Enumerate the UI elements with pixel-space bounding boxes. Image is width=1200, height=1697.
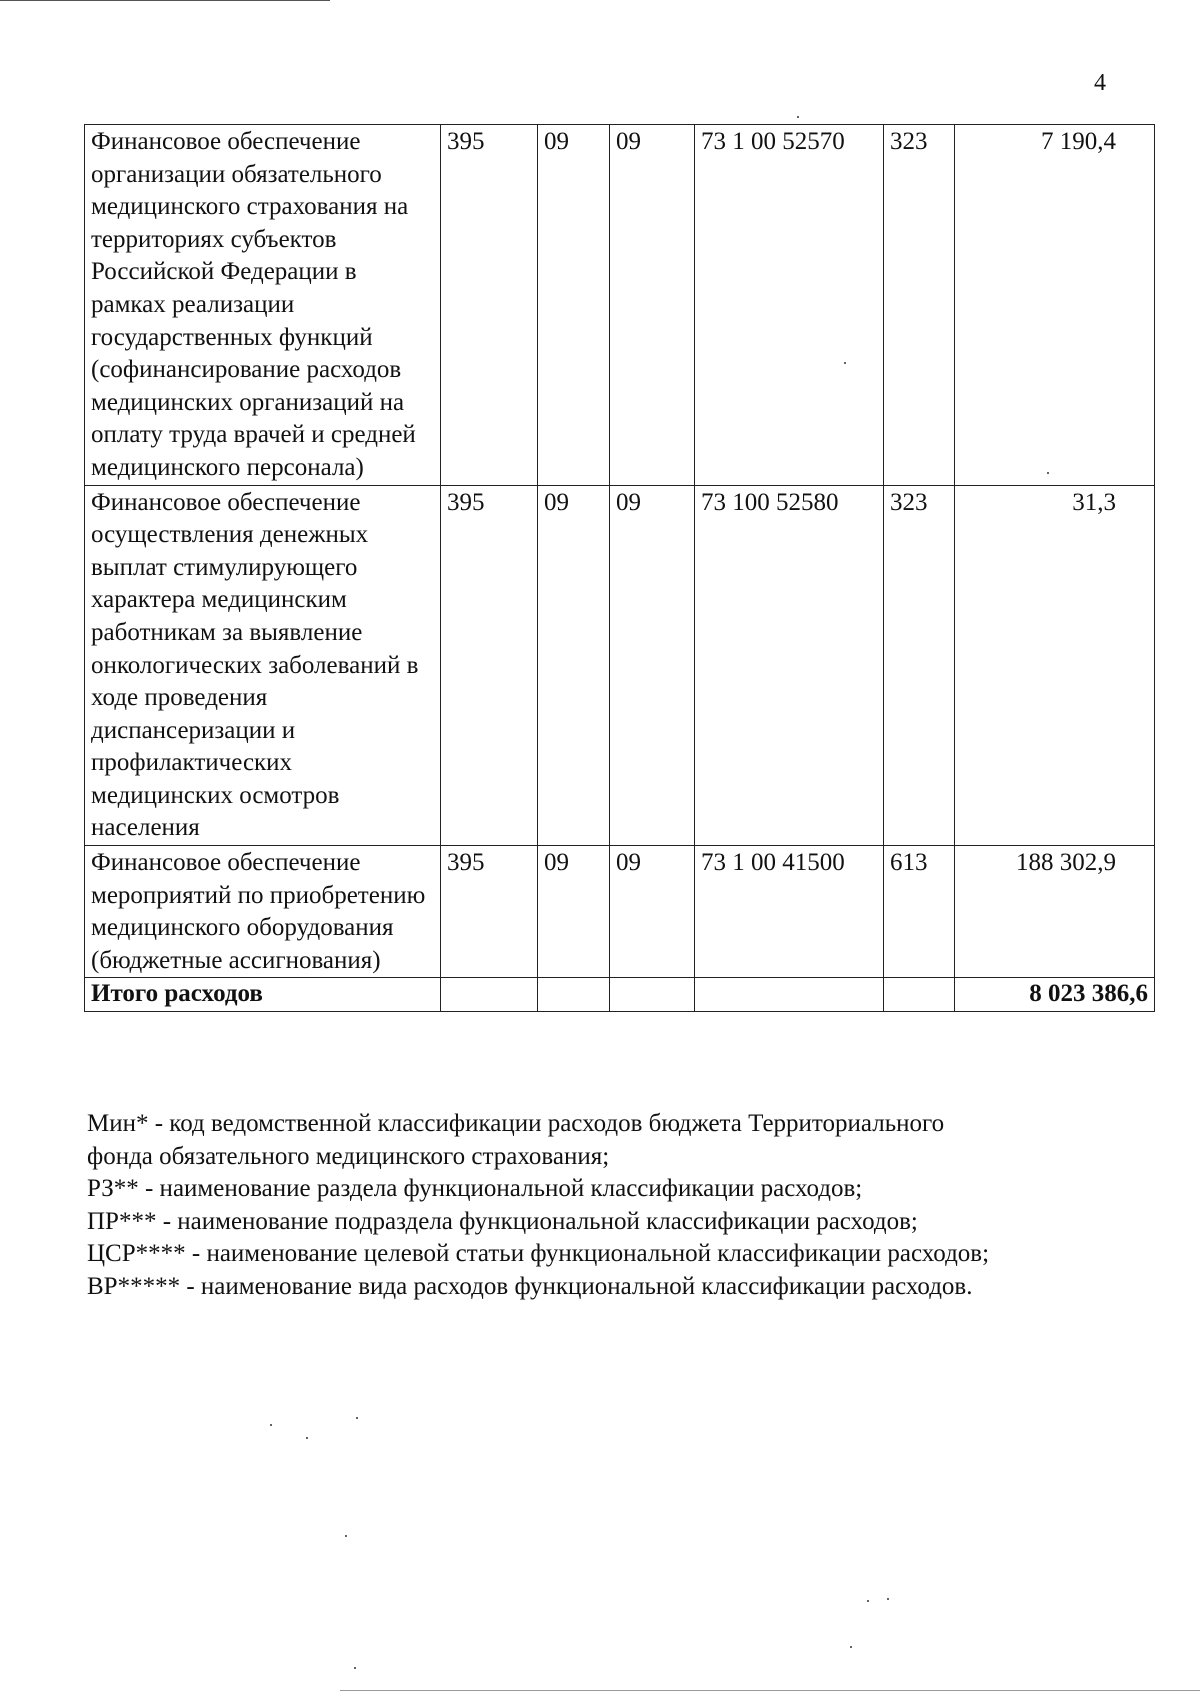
rz-code-cell: 09 — [538, 485, 610, 846]
pr-code-cell: 09 — [610, 125, 695, 486]
vr-code-cell: 613 — [884, 846, 955, 978]
vr-code-cell: 323 — [884, 125, 955, 486]
scan-speck — [797, 116, 799, 118]
total-label: Итого расходов — [85, 978, 441, 1012]
footnote-line: РЗ** - наименование раздела функциональной классификации расходов; — [87, 1175, 863, 1202]
scan-speck — [306, 1437, 308, 1439]
rz-code-cell: 09 — [538, 125, 610, 486]
min-code-cell: 395 — [441, 125, 538, 486]
scan-speck — [356, 1417, 358, 1419]
scan-speck — [1047, 472, 1049, 474]
row-name-cell: Финансовое обеспечение мероприятий по приобретению медицинского оборудования (бюджетные ассигнования) — [85, 846, 441, 978]
amount-cell: 188 302,9 — [955, 846, 1155, 978]
scan-speck — [850, 1646, 852, 1648]
total-row — [85, 978, 1155, 1012]
csr-code-cell: 73 1 00 52570 — [695, 125, 884, 486]
amount-cell: 31,3 — [955, 485, 1155, 846]
csr-code-cell: 73 1 00 41500 — [695, 846, 884, 978]
table-row — [85, 846, 1155, 978]
scan-edge-line — [0, 0, 330, 1]
footnote-line: ЦСР**** - наименование целевой статьи функциональной классификации расходов; — [87, 1240, 990, 1267]
empty-cell — [441, 978, 538, 1012]
vr-code-cell: 323 — [884, 485, 955, 846]
pr-code-cell: 09 — [610, 846, 695, 978]
footnote-line: ПР*** - наименование подраздела функциональной классификации расходов; — [87, 1207, 918, 1235]
row-name-cell: Финансовое обеспечение осуществления денежных выплат стимулирующего характера медицинским работникам за выявление онкологических заболеваний в ходе проведения диспансеризации и профилактических медицинских осмотров населения — [85, 485, 441, 846]
scan-speck — [844, 362, 846, 364]
footnotes — [87, 1108, 1187, 1303]
expenditure-table — [84, 124, 1155, 1012]
scan-speck — [867, 1600, 869, 1602]
empty-cell — [610, 978, 695, 1012]
scan-speck — [270, 1424, 272, 1426]
min-code-cell: 395 — [441, 846, 538, 978]
total-amount: 8 023 386,6 — [955, 978, 1155, 1012]
scan-speck — [354, 1667, 356, 1669]
empty-cell — [695, 978, 884, 1012]
csr-code-cell: 73 100 52580 — [695, 485, 884, 846]
scan-speck — [887, 1598, 889, 1600]
row-name-cell: Финансовое обеспечение организации обязательного медицинского страхования на территориях субъектов Российской Федерации в рамках реализации государственных функций (софинансирование расходов медицинских организаций на оплату труда врачей и средней медицинского персонала) — [85, 125, 441, 486]
footnote-line: ВР***** - наименование вида расходов функциональной классификации расходов. — [87, 1272, 973, 1300]
rz-code-cell: 09 — [538, 846, 610, 978]
min-code-cell: 395 — [441, 485, 538, 846]
footnote-line: фонда обязательного медицинского страхования; — [87, 1142, 610, 1170]
footnote-line: Мин* - код ведомственной классификации расходов бюджета Территориального — [87, 1110, 945, 1137]
amount-cell: 7 190,4 — [955, 125, 1155, 486]
table-row — [85, 485, 1155, 846]
empty-cell — [884, 978, 955, 1012]
page-number: 4 — [1094, 70, 1106, 96]
pr-code-cell: 09 — [610, 485, 695, 846]
table-row — [85, 125, 1155, 486]
scan-edge-line — [340, 1690, 1200, 1691]
empty-cell — [538, 978, 610, 1012]
scan-speck — [345, 1535, 347, 1537]
